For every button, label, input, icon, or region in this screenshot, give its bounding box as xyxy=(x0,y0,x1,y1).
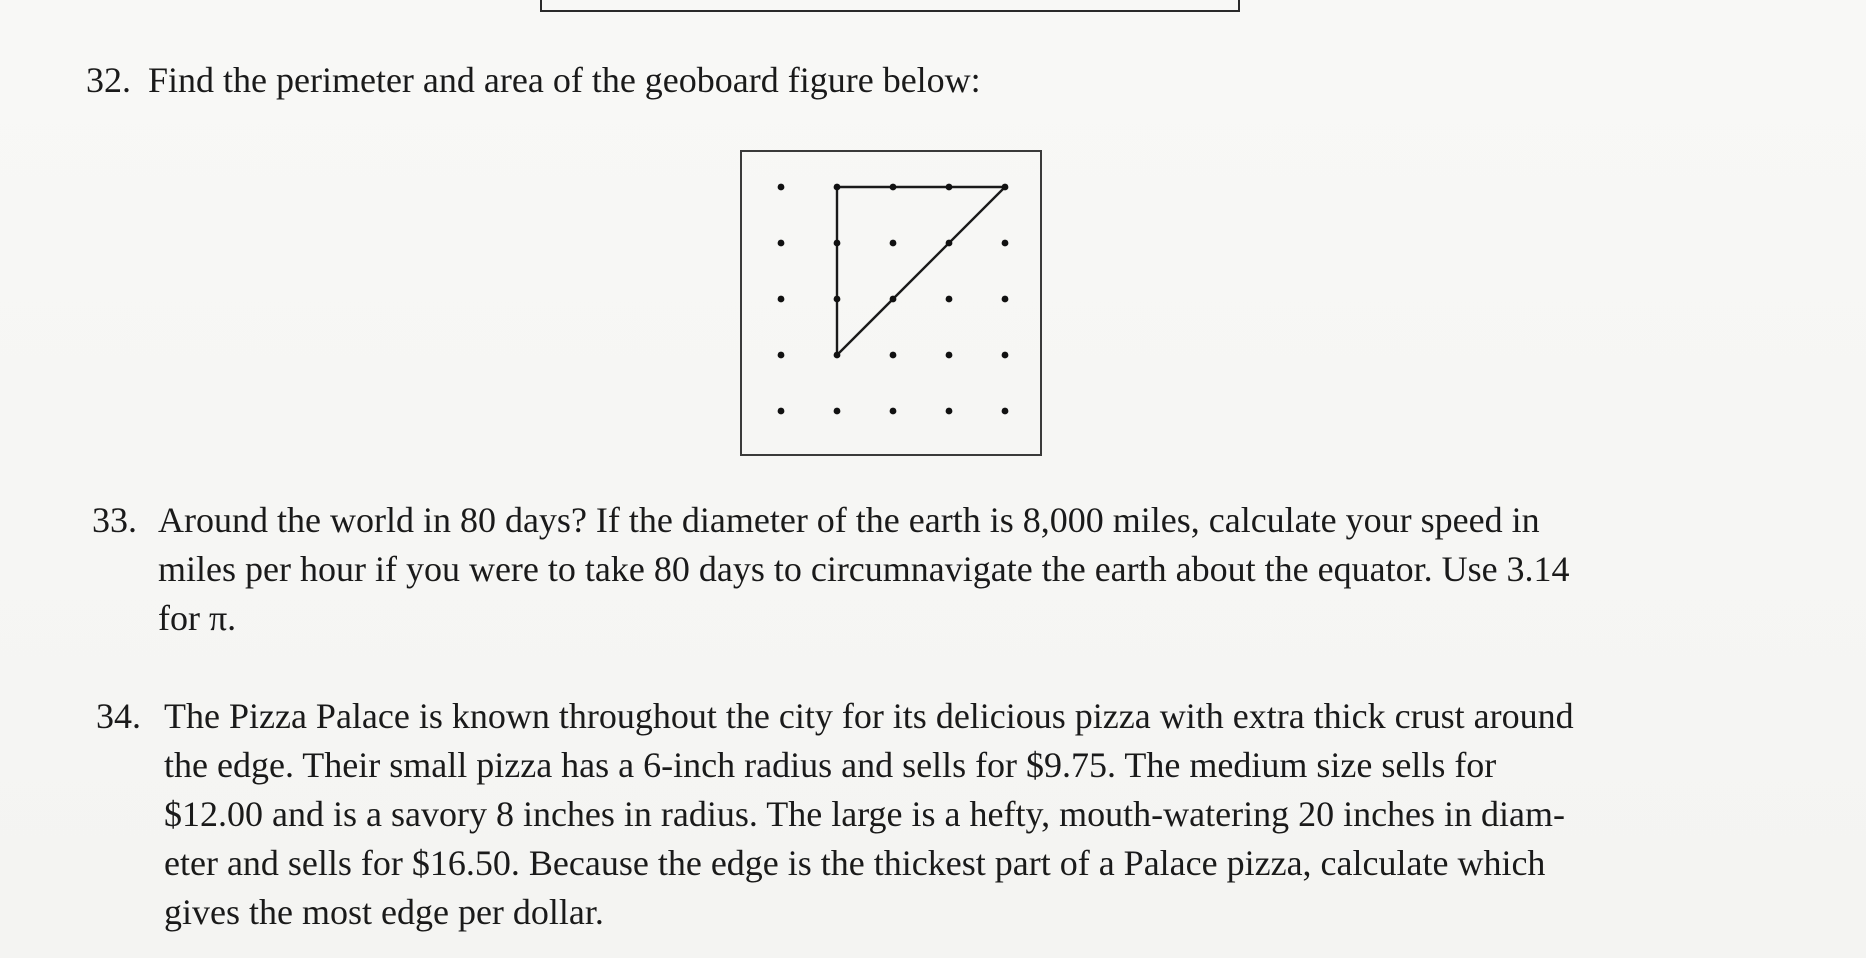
geoboard-peg xyxy=(946,352,953,359)
problem-32 xyxy=(86,56,1186,106)
problem-text-line: $12.00 and is a savory 8 inches in radius. The large is a hefty, mouth-watering 20 inches in diam- xyxy=(164,794,1566,834)
problem-text-line: miles per hour if you were to take 80 days to circumnavigate the earth about the equator. Use 3.14 xyxy=(158,549,1570,589)
geoboard-drawing xyxy=(742,152,1040,454)
problem-text-line: Around the world in 80 days? If the diameter of the earth is 8,000 miles, calculate your speed in xyxy=(158,500,1540,540)
geoboard-peg xyxy=(1002,296,1009,303)
problem-number: 33. xyxy=(92,500,137,540)
geoboard-peg xyxy=(834,408,841,415)
geoboard-peg xyxy=(834,296,841,303)
problem-34 xyxy=(96,692,1696,942)
geoboard-peg xyxy=(1002,408,1009,415)
geoboard-peg xyxy=(890,296,897,303)
geoboard-peg xyxy=(778,352,785,359)
geoboard-peg xyxy=(778,408,785,415)
geoboard-peg xyxy=(890,352,897,359)
problem-text-line: Find the perimeter and area of the geoboard figure below: xyxy=(148,60,981,100)
geoboard-peg xyxy=(946,408,953,415)
geoboard-peg xyxy=(890,240,897,247)
problem-33 xyxy=(92,496,1692,646)
problem-number: 32. xyxy=(86,60,131,100)
geoboard-peg xyxy=(778,240,785,247)
geoboard-peg xyxy=(778,296,785,303)
geoboard-peg xyxy=(946,296,953,303)
geoboard-peg xyxy=(890,408,897,415)
problem-text-line: eter and sells for $16.50. Because the edge is the thickest part of a Palace pizza, calculate which xyxy=(164,843,1546,883)
geoboard-peg xyxy=(834,184,841,191)
geoboard-peg xyxy=(834,352,841,359)
previous-figure-box-edge xyxy=(540,0,1240,12)
problem-text-line: the edge. Their small pizza has a 6-inch radius and sells for $9.75. The medium size sells for xyxy=(164,745,1497,785)
geoboard-peg xyxy=(1002,352,1009,359)
geoboard-peg xyxy=(946,184,953,191)
geoboard-peg xyxy=(890,184,897,191)
geoboard-peg xyxy=(1002,240,1009,247)
geoboard-peg xyxy=(1002,184,1009,191)
problem-number: 34. xyxy=(96,696,141,736)
geoboard-figure xyxy=(740,150,1042,456)
problem-text-line: gives the most edge per dollar. xyxy=(164,892,604,932)
problem-text-line: for π. xyxy=(158,598,237,638)
geoboard-peg xyxy=(946,240,953,247)
problem-text-line: The Pizza Palace is known throughout the city for its delicious pizza with extra thick crust around xyxy=(164,696,1574,736)
geoboard-peg xyxy=(834,240,841,247)
rubber-band-triangle xyxy=(837,187,1005,355)
geoboard-peg xyxy=(778,184,785,191)
